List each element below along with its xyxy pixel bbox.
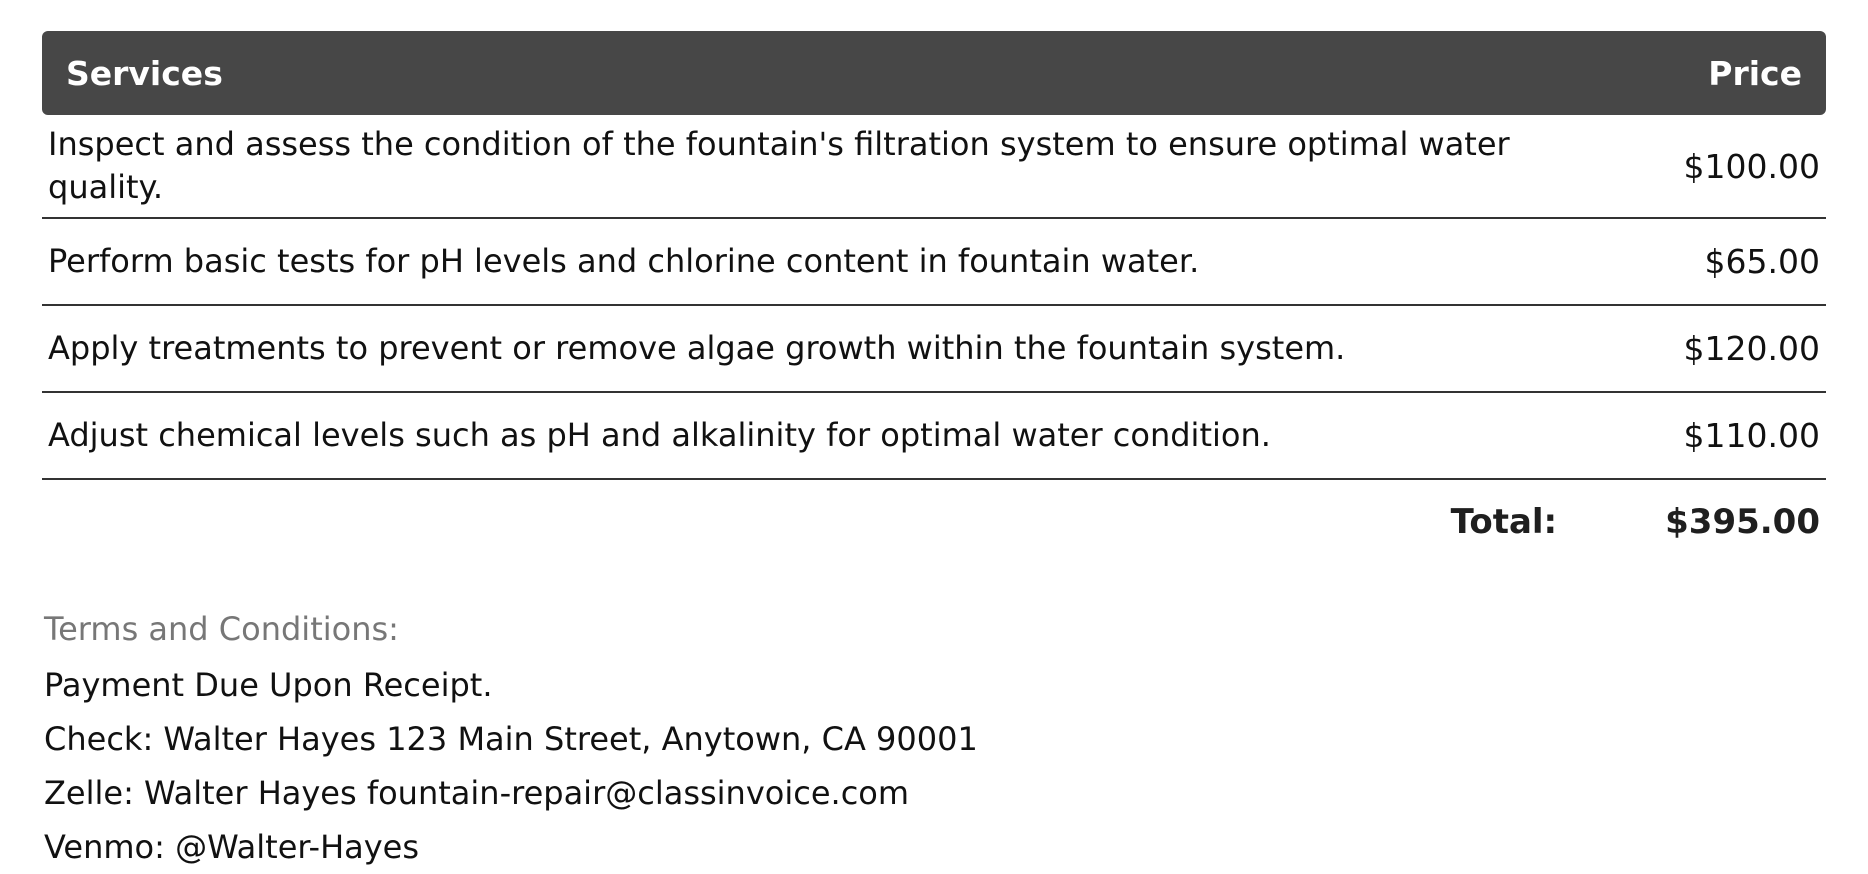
terms-title: Terms and Conditions: <box>44 610 399 648</box>
payment-terms: Payment Due Upon Receipt. <box>44 666 493 704</box>
service-price: $100.00 <box>1683 146 1820 186</box>
service-description: Adjust chemical levels such as pH and alkalinity for optimal water condition. <box>48 416 1271 454</box>
venmo-payment-info: Venmo: @Walter-Hayes <box>44 828 420 866</box>
total-value: $395.00 <box>1665 502 1820 542</box>
terms-section <box>44 602 1244 874</box>
service-description: Perform basic tests for pH levels and chlorine content in fountain water. <box>48 242 1200 280</box>
check-payment-info: Check: Walter Hayes 123 Main Street, Anytown, CA 90001 <box>44 720 978 758</box>
total-label: Total: <box>1450 502 1558 542</box>
services-table <box>42 31 1826 564</box>
table-row <box>42 219 1826 306</box>
service-price: $110.00 <box>1683 416 1820 455</box>
table-header <box>42 31 1826 115</box>
table-row <box>42 306 1826 393</box>
total-row <box>42 480 1826 564</box>
service-price: $120.00 <box>1683 329 1820 368</box>
services-column-header: Services <box>66 53 223 93</box>
service-description: Apply treatments to prevent or remove algae growth within the fountain system. <box>48 329 1346 367</box>
price-column-header: Price <box>1708 53 1802 93</box>
service-description: Inspect and assess the condition of the fountain's filtration system to ensure optimal water quality. <box>48 125 1510 206</box>
zelle-payment-info: Zelle: Walter Hayes fountain-repair@classinvoice.com <box>44 774 910 812</box>
table-row <box>42 393 1826 480</box>
table-row <box>42 115 1826 219</box>
service-price: $65.00 <box>1704 242 1820 281</box>
